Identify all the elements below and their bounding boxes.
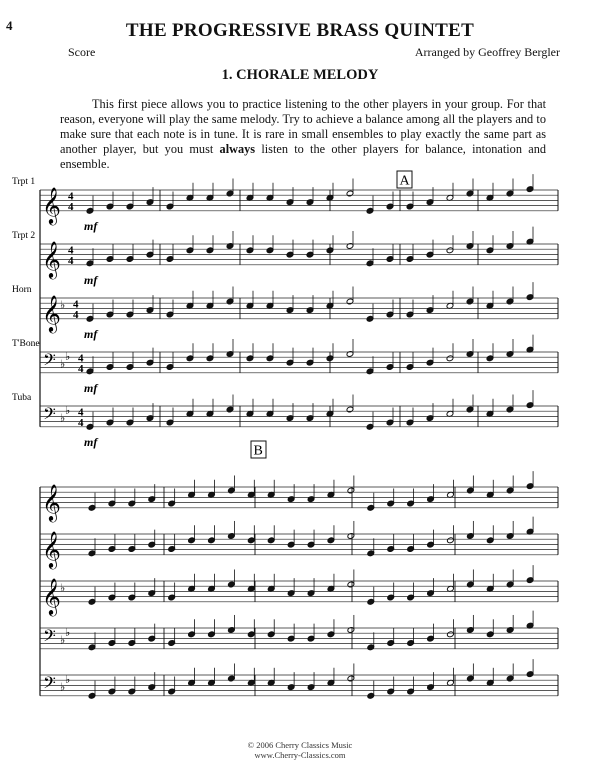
treble-clef-icon: 𝄞 [42, 530, 61, 567]
flat-sign-icon: ♭ [60, 358, 66, 371]
intro-text-part1: This first piece allows you to practice listening to the other players in your group. For that reason, everyone will play the same melody. Try to achieve a balance among all the players and to make sure that each note is in tune. It is rare in small ensembles to play exactly the same part as another player, but you must [60, 97, 546, 156]
flat-sign-icon: ♭ [60, 412, 66, 425]
score-label: Score [68, 45, 96, 59]
bass-clef-icon: 𝄢 [43, 627, 56, 650]
time-signature: 4 [73, 298, 79, 311]
treble-clef-icon: 𝄞 [42, 577, 61, 614]
time-signature: 4 [78, 416, 84, 429]
time-signature: 4 [68, 244, 74, 257]
instrument-label: Trpt 1 [12, 177, 36, 187]
treble-clef-icon: 𝄞 [42, 294, 61, 331]
bass-clef-icon: 𝄢 [43, 405, 56, 428]
instrument-label: T'Bone [12, 339, 40, 349]
instrument-label: Trpt 2 [12, 231, 36, 241]
footer-copyright: © 2006 Cherry Classics Music [247, 740, 353, 750]
dynamic-marking: mf [84, 326, 98, 341]
flat-sign-icon: ♭ [65, 350, 71, 363]
time-signature: 4 [68, 254, 74, 267]
flat-sign-icon: ♭ [60, 582, 66, 595]
time-signature: 4 [73, 308, 79, 321]
rehearsal-mark: B [253, 443, 263, 459]
arranger-credit: Arranged by Geoffrey Bergler [414, 45, 560, 59]
treble-clef-icon: 𝄞 [42, 240, 61, 277]
intro-emphasis: always [219, 142, 256, 156]
intro-text-part2: listen to the other players for balance, intonation and ensemble. [60, 142, 546, 171]
time-signature: 4 [68, 200, 74, 213]
flat-sign-icon: ♭ [65, 626, 71, 639]
piece-title: THE PROGRESSIVE BRASS QUINTET [125, 20, 475, 41]
time-signature: 4 [78, 362, 84, 375]
treble-clef-icon: 𝄞 [42, 483, 61, 520]
time-signature: 4 [78, 406, 84, 419]
section-title: 1. CHORALE MELODY [221, 67, 379, 83]
dynamic-marking: mf [84, 272, 98, 287]
dynamic-marking: mf [84, 380, 98, 395]
time-signature: 4 [68, 190, 74, 203]
flat-sign-icon: ♭ [60, 299, 66, 312]
treble-clef-icon: 𝄞 [42, 186, 61, 223]
footer-url: www.Cherry-Classics.com [254, 750, 346, 760]
rehearsal-mark: A [399, 173, 410, 189]
dynamic-marking: mf [84, 434, 98, 449]
flat-sign-icon: ♭ [60, 681, 66, 694]
bass-clef-icon: 𝄢 [43, 351, 56, 374]
flat-sign-icon: ♭ [65, 673, 71, 686]
page-number: 4 [6, 18, 13, 33]
time-signature: 4 [78, 352, 84, 365]
instrument-label: Horn [12, 285, 32, 295]
flat-sign-icon: ♭ [65, 404, 71, 417]
instrument-label: Tuba [12, 393, 32, 403]
dynamic-marking: mf [84, 218, 98, 233]
bass-clef-icon: 𝄢 [43, 674, 56, 697]
flat-sign-icon: ♭ [60, 634, 66, 647]
